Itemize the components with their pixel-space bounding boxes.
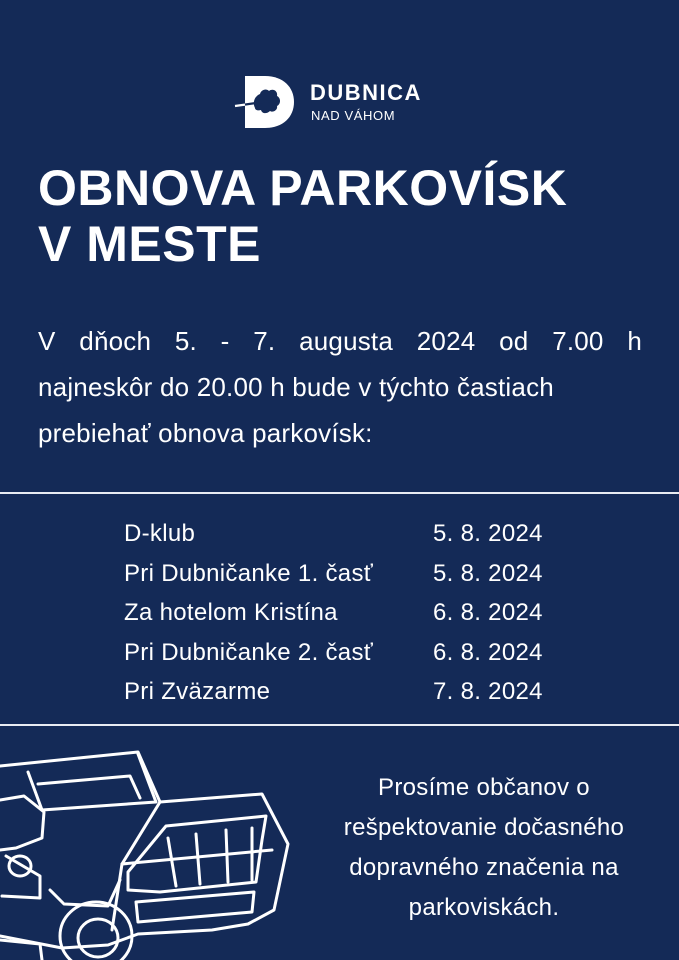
title-line-2: V MESTE <box>38 216 261 272</box>
intro-line-3: prebiehať obnova parkovísk: <box>38 418 373 448</box>
schedule-date: 5. 8. 2024 <box>433 520 543 547</box>
page-title <box>38 160 567 272</box>
divider-top <box>0 492 679 494</box>
title-line-1: OBNOVA PARKOVÍSK <box>38 160 568 216</box>
logo-subtitle: NAD VÁHOM <box>311 108 396 123</box>
schedule-place: Pri Dubničanke 1. časť <box>124 559 374 587</box>
schedule-place: D-klub <box>124 520 196 547</box>
schedule-row <box>124 593 564 633</box>
schedule-place: Za hotelom Kristína <box>124 599 338 626</box>
schedule-list <box>124 514 564 712</box>
schedule-row <box>124 554 564 594</box>
intro-line-1: V dňoch 5. - 7. augusta 2024 od 7.00 h <box>38 326 642 356</box>
notice-line-2: rešpektovanie dočasného <box>343 814 625 841</box>
schedule-date: 6. 8. 2024 <box>433 599 543 626</box>
schedule-row <box>124 514 564 554</box>
schedule-place: Pri Dubničanke 2. časť <box>124 638 374 666</box>
dubnica-oak-leaf-d-icon <box>233 74 297 130</box>
notice-line-1: Prosíme občanov o <box>378 774 590 801</box>
schedule-date: 6. 8. 2024 <box>433 638 543 666</box>
intro-line-2: najneskôr do 20.00 h bude v týchto častiach <box>38 372 554 402</box>
schedule-row <box>124 672 564 712</box>
notice-line-3: dopravného značenia na <box>349 854 619 881</box>
car-outline-icon <box>0 740 300 960</box>
schedule-place: Pri Zväzarme <box>124 678 271 705</box>
notice-line-4: parkoviskách. <box>408 894 560 921</box>
schedule-row <box>124 633 564 673</box>
divider-bottom <box>0 724 679 726</box>
intro-paragraph <box>38 318 642 456</box>
city-logo <box>233 74 473 130</box>
schedule-date: 5. 8. 2024 <box>433 559 543 587</box>
schedule-date: 7. 8. 2024 <box>433 678 543 705</box>
notice-text <box>316 768 652 928</box>
logo-name: DUBNICA <box>310 80 422 105</box>
